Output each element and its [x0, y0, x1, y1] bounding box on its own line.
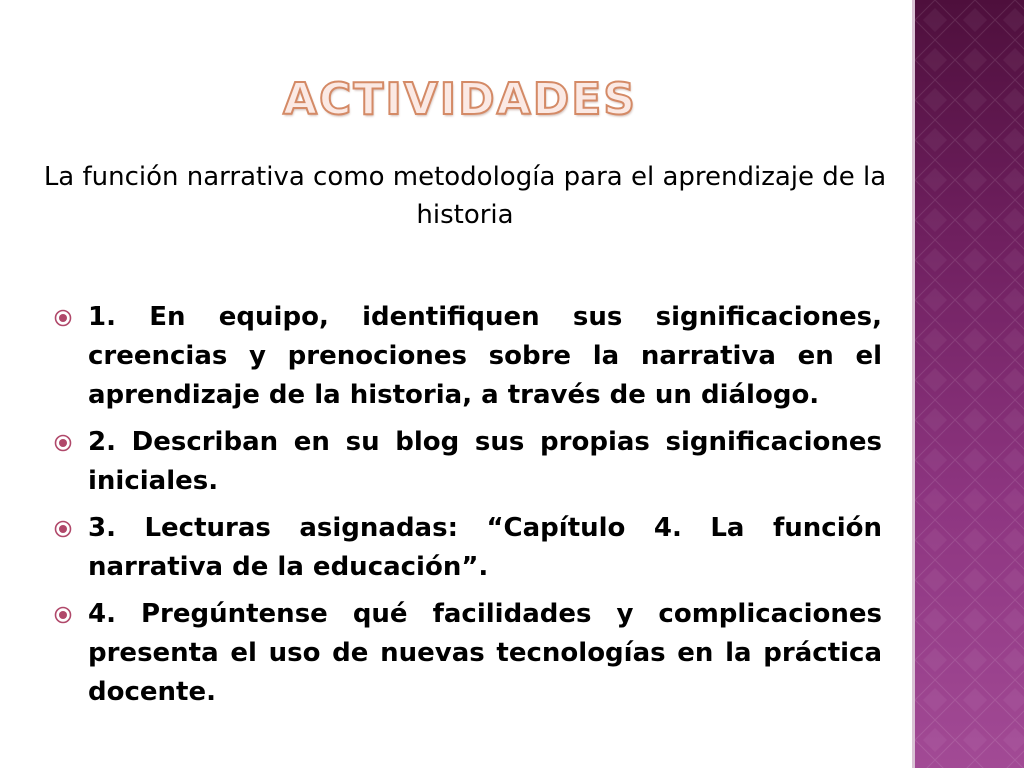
bullet-circle-icon: [54, 434, 72, 452]
bullet-item: [52, 595, 882, 712]
bullet-circle-icon: [54, 520, 72, 538]
decorative-side-band: [912, 0, 1024, 768]
bullet-text: 3. Lecturas asignadas: “Capítulo 4. La función narrativa de la educación”.: [88, 513, 882, 582]
bullet-item: [52, 509, 882, 587]
bullet-text: 1. En equipo, identifiquen sus significaciones, creencias y prenociones sobre la narrativa en el aprendizaje de la historia, a través de un diálogo.: [88, 302, 882, 410]
bullet-item: [52, 423, 882, 501]
diamond-pattern: [915, 0, 1024, 768]
bullet-list: [52, 298, 882, 720]
bullet-item: [52, 298, 882, 415]
slide-subtitle: La función narrativa como metodología para el aprendizaje de la historia: [43, 162, 887, 230]
bullet-text: 2. Describan en su blog sus propias significaciones iniciales.: [88, 427, 882, 496]
bullet-circle-icon: [54, 606, 72, 624]
bullet-circle-icon: [54, 309, 72, 327]
bullet-text: 4. Pregúntense qué facilidades y complicaciones presenta el uso de nuevas tecnologías en la práctica docente.: [88, 599, 882, 707]
slide-title: ACTIVIDADES: [283, 74, 637, 125]
